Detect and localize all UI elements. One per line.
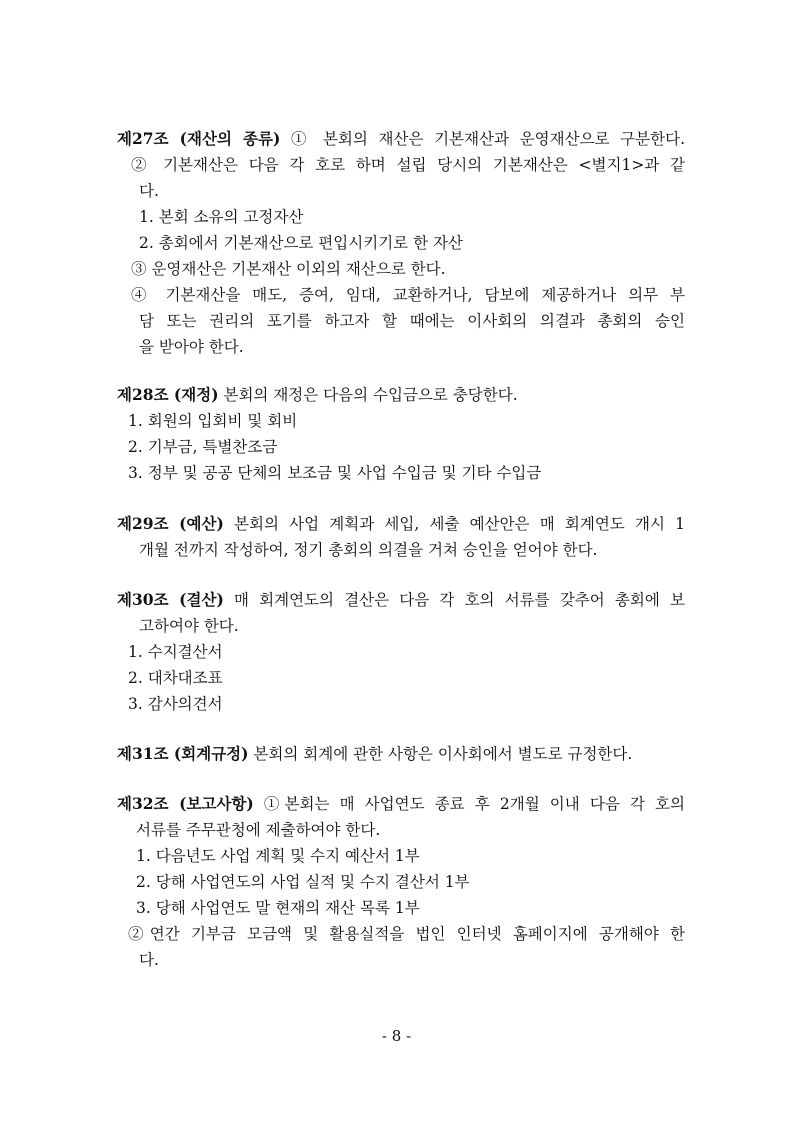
article-27-paragraph-4-cont: 담 또는 권리의 포기를 하고자 할 때에는 이사회의 의결과 총회의 승인 <box>139 312 685 330</box>
article-27-paragraph-4: ④ 기본재산을 매도, 증여, 임대, 교환하거나, 담보에 제공하거나 의무 부 <box>131 286 685 304</box>
article-28-heading: 제28조 (재정) <box>117 385 219 404</box>
article-32-heading: 제32조 (보고사항) <box>117 794 254 813</box>
article-27-item-2: 2. 총회에서 기본재산으로 편입시키기로 한 자산 <box>139 234 463 252</box>
article-32-item-2: 2. 당해 사업연도의 사업 실적 및 수지 결산서 1부 <box>136 873 470 891</box>
article-27-item-1: 1. 본회 소유의 고정자산 <box>139 208 304 226</box>
page-number: - 8 - <box>381 1027 412 1045</box>
article-29-line-1: 제29조 (예산) 본회의 사업 계획과 세입, 세출 예산안은 매 회계연도 개시 1 <box>117 514 685 533</box>
article-28-item-3: 3. 정부 및 공공 단체의 보조금 및 사업 수입금 및 기타 수입금 <box>128 464 542 482</box>
article-27-paragraph-2: ② 기본재산은 다음 각 호로 하며 설립 당시의 기본재산은 <별지1>과 같 <box>131 156 685 174</box>
article-32-paragraph-2-end: 다. <box>139 951 159 969</box>
article-28-item-1: 1. 회원의 입회비 및 회비 <box>128 412 298 430</box>
article-27-paragraph-4-end: 을 받아야 한다. <box>139 338 244 356</box>
article-32-item-1: 1. 다음년도 사업 계획 및 수지 예산서 1부 <box>136 847 420 865</box>
article-30-item-2: 2. 대차대조표 <box>128 669 223 687</box>
article-31-line-1: 제31조 (회계규정) 본회의 회계에 관한 사항은 이사회에서 별도로 규정한다. <box>117 744 633 763</box>
article-27-paragraph-3: ③ 운영재산은 기본재산 이외의 재산으로 한다. <box>131 260 446 278</box>
article-30-line-2: 고하여야 한다. <box>139 617 239 635</box>
article-32-line-2: 서류를 주무관청에 제출하여야 한다. <box>136 821 381 839</box>
article-30-item-3: 3. 감사의견서 <box>128 695 223 713</box>
article-28-line-1: 제28조 (재정) 본회의 재정은 다음의 수입금으로 충당한다. <box>117 385 518 404</box>
article-28-item-2: 2. 기부금, 특별찬조금 <box>128 438 278 456</box>
article-32-paragraph-2: ②연간 기부금 모금액 및 활용실적을 법인 인터넷 홈페이지에 공개해야 한 <box>128 925 685 943</box>
article-29-line-2: 개월 전까지 작성하여, 정기 총회의 의결을 거쳐 승인을 얻어야 한다. <box>139 541 598 559</box>
article-30-heading: 제30조 (결산) <box>117 590 224 609</box>
article-32-item-3: 3. 당해 사업연도 말 현재의 재산 목록 1부 <box>136 899 420 917</box>
article-27-heading: 제27조 (재산의 종류) <box>117 129 281 148</box>
article-29-heading: 제29조 (예산) <box>117 514 224 533</box>
article-31-heading: 제31조 (회계규정) <box>117 744 249 763</box>
article-30-item-1: 1. 수지결산서 <box>128 643 223 661</box>
article-32-line-1: 제32조 (보고사항) ①본회는 매 사업연도 종료 후 2개월 이내 다음 각 호의 <box>117 794 685 813</box>
article-30-line-1: 제30조 (결산) 매 회계연도의 결산은 다음 각 호의 서류를 갖추어 총회에 보 <box>117 590 685 609</box>
article-27-paragraph-2-cont: 다. <box>139 182 159 200</box>
article-27-line-1: 제27조 (재산의 종류) ① 본회의 재산은 기본재산과 운영재산으로 구분한다. <box>117 129 686 148</box>
